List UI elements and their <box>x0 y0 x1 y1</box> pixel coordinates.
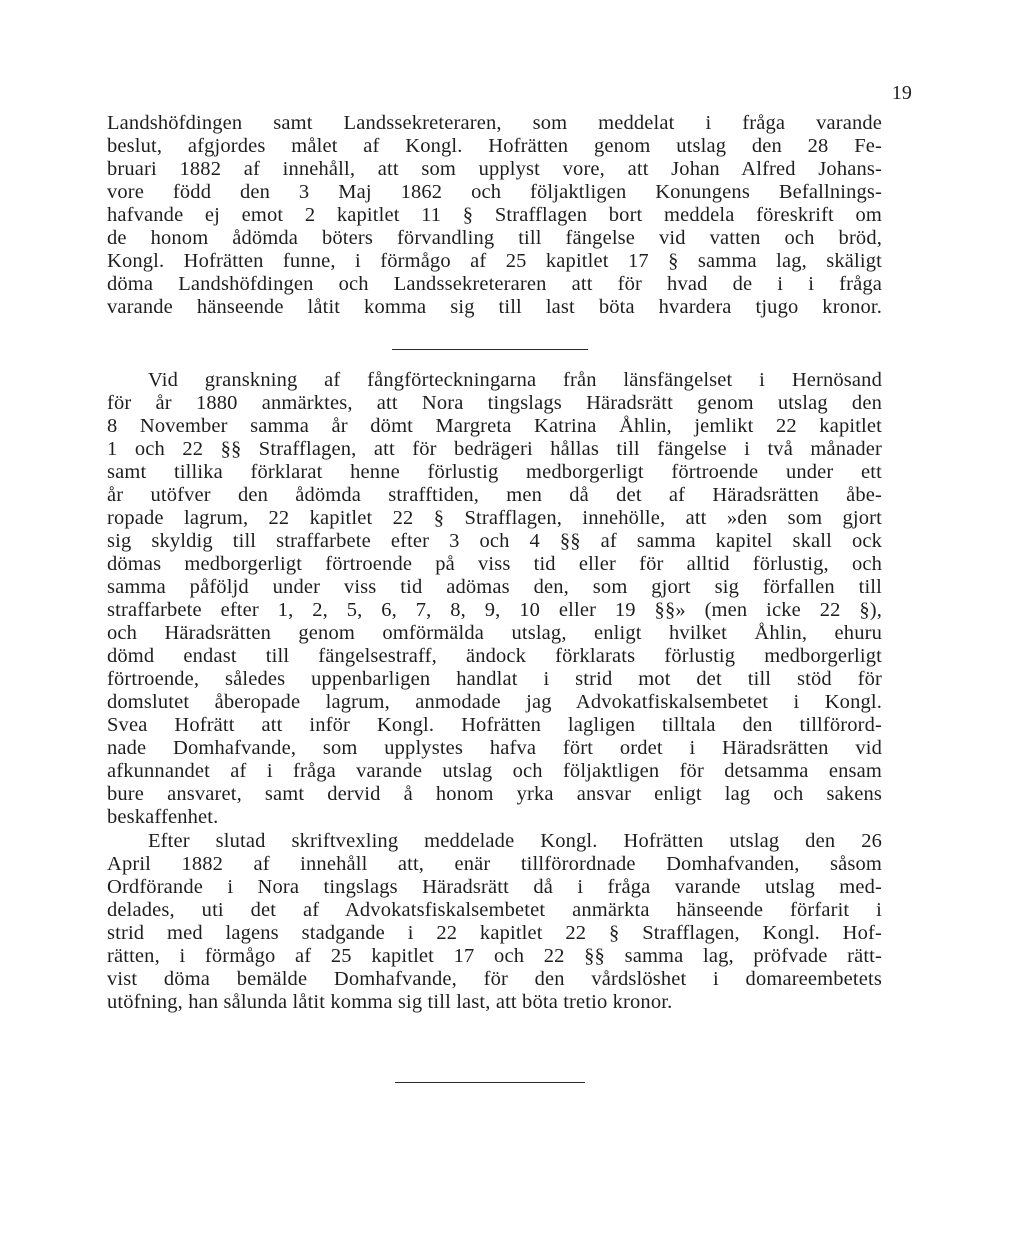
text-line: straffarbete efter 1, 2, 5, 6, 7, 8, 9, 10 eller 19 §§» (men icke 22 §), <box>107 599 882 621</box>
text-line: dömd endast till fängelsestraff, ändock förklarats förlustig medborgerligt <box>107 645 882 667</box>
text-line: Vid granskning af fångförteckningarna från länsfängelset i Hernösand <box>148 369 882 391</box>
text-line: rätten, i förmågo af 25 kapitlet 17 och 22 §§ samma lag, pröfvade rätt- <box>107 945 882 967</box>
text-line: bruari 1882 af innehåll, att som upplyst vore, att Johan Alfred Johans- <box>107 158 882 180</box>
text-line: beslut, afgjordes målet af Kongl. Hofrätten genom utslag den 28 Fe- <box>107 135 882 157</box>
text-line: utöfning, han sålunda låtit komma sig till last, att böta tretio kronor. <box>107 991 673 1013</box>
text-line: för år 1880 anmärktes, att Nora tingslags Häradsrätt genom utslag den <box>107 392 882 414</box>
text-line: 1 och 22 §§ Strafflagen, att för bedrägeri hållas till fängelse i två månader <box>107 438 882 460</box>
text-line: Efter slutad skriftvexling meddelade Kongl. Hofrätten utslag den 26 <box>148 830 882 852</box>
text-line: strid med lagens stadgande i 22 kapitlet 22 § Strafflagen, Kongl. Hof- <box>107 922 882 944</box>
text-line: afkunnandet af i fråga varande utslag och följaktligen för detsamma ensam <box>107 760 882 782</box>
text-line: beskaffenhet. <box>107 806 219 828</box>
text-line: vist döma bemälde Domhafvande, för den vårdslöshet i domareembetets <box>107 968 882 990</box>
text-line: sig skyldig till straffarbete efter 3 och 4 §§ af samma kapitel skall ock <box>107 530 882 552</box>
text-line: samt tillika förklarat henne förlustig medborgerligt förtroende under ett <box>107 461 882 483</box>
text-line: April 1882 af innehåll att, enär tillförordnade Domhafvanden, såsom <box>107 853 882 875</box>
text-line: Svea Hofrätt att inför Kongl. Hofrätten lagligen tilltala den tillförord- <box>107 714 882 736</box>
text-line: bure ansvaret, samt dervid å honom yrka ansvar enligt lag och sakens <box>107 783 882 805</box>
section-divider <box>392 349 588 350</box>
text-line: vore född den 3 Maj 1862 och följaktligen Konungens Befallnings- <box>107 181 882 203</box>
text-line: förtroende, således uppenbarligen handlat i strid mot det till stöd för <box>107 668 882 690</box>
section-divider <box>395 1082 585 1083</box>
text-line: och Häradsrätten genom omförmälda utslag, enligt hvilket Åhlin, ehuru <box>107 622 882 644</box>
text-line: år utöfver den ådömda strafftiden, men då det af Häradsrätten åbe- <box>107 484 882 506</box>
text-line: nade Domhafvande, som upplystes hafva fört ordet i Häradsrätten vid <box>107 737 882 759</box>
text-line: samma påföljd under viss tid adömas den, som gjort sig förfallen till <box>107 576 882 598</box>
text-line: delades, uti det af Advokatsfiskalsembetet anmärkta hänseende förfarit i <box>107 899 882 921</box>
text-line: hafvande ej emot 2 kapitlet 11 § Strafflagen bort meddela föreskrift om <box>107 204 882 226</box>
text-line: ropade lagrum, 22 kapitlet 22 § Strafflagen, innehölle, att »den som gjort <box>107 507 882 529</box>
text-line: domslutet åberopade lagrum, anmodade jag Advokatfiskalsembetet i Kongl. <box>107 691 882 713</box>
text-line: Kongl. Hofrätten funne, i förmågo af 25 kapitlet 17 § samma lag, skäligt <box>107 250 882 272</box>
text-line: de honom ådömda böters förvandling till fängelse vid vatten och bröd, <box>107 227 882 249</box>
text-line: 8 November samma år dömt Margreta Katrina Åhlin, jemlikt 22 kapitlet <box>107 415 882 437</box>
text-line: Landshöfdingen samt Landssekreteraren, som meddelat i fråga varande <box>107 112 882 134</box>
page-number: 19 <box>891 82 912 104</box>
text-line: varande hänseende låtit komma sig till last böta hvardera tjugo kronor. <box>107 296 882 318</box>
text-line: dömas medborgerligt förtroende på viss tid eller för alltid förlustig, och <box>107 553 882 575</box>
text-line: Ordförande i Nora tingslags Häradsrätt då i fråga varande utslag med- <box>107 876 882 898</box>
text-line: döma Landshöfdingen och Landssekreteraren att för hvad de i i fråga <box>107 273 882 295</box>
